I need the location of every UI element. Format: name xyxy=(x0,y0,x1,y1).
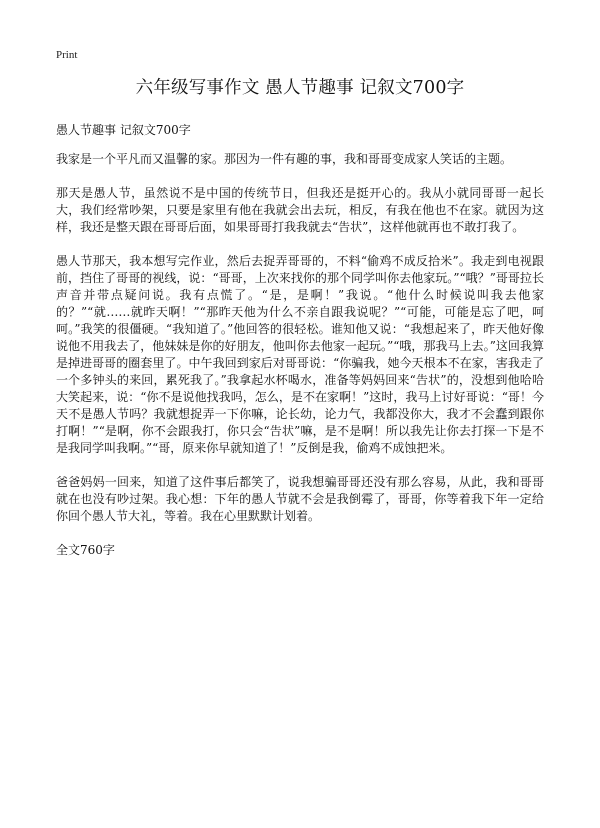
article-title: 六年级写事作文 愚人节趣事 记叙文700字 xyxy=(135,78,465,98)
word-count: 全文760字 xyxy=(56,543,115,557)
paragraph-1: 我家是一个平凡而又温馨的家。那因为一件有趣的事，我和哥哥变成家人笑话的主题。 xyxy=(56,152,513,166)
paragraph-4: 爸爸妈妈一回来，知道了这件事后都笑了，说我想骗哥哥还没有那么容易，从此，我和哥哥就在也没有吵过架。我心想：下年的愚人节就不会是我倒霉了，哥哥，你等着我下年一定给你回个愚人节大礼，等着。我在心里默默计划着。 xyxy=(56,475,544,523)
paragraph-3: 愚人节那天，我本想写完作业，然后去捉弄哥哥的，不料“偷鸡不成反拾米”。我走到电视跟前，挡住了哥哥的视线，说：“哥哥，上次来找你的那个同学叫你去他家玩。”“哦？”哥哥拉长声音并带点疑问说。我有点慌了。“是，是啊！”我说。“他什么时候说叫我去他家的？”“就……就昨天啊！”“那昨天他为什么不亲自跟我说呢？”“可能，可能是忘了吧，呵呵。”我笑的很僵硬。“我知道了。”他回答的很轻松。谁知他又说：“我想起来了，昨天他好像说他不用我去了，他妹妹是你的好朋友，他叫你去他家一起玩。”“哦，那我马上去。”这回我算是掉进哥哥的圈套里了。中午我回到家后对哥哥说：“你骗我，她今天根本不在家，害我走了一个多钟头的来回，累死我了。”我拿起水杯喝水，准备等妈妈回来“告状”的，没想到他哈哈大笑起来，说：“你不是说他找我吗，怎么，是不在家啊！”这时，我马上讨好哥说：“哥！今天不是愚人节吗？我就想捉弄一下你嘛，论长幼，论力气，我都没你大，我才不会蠢到跟你打啊！”“是啊，你不会跟我打，你只会“告状”嘛，是不是啊！所以我先让你去打探一下是不是我同学叫我啊。”“哥，原来你早就知道了！”反倒是我，偷鸡不成蚀把米。 xyxy=(56,254,544,455)
paragraph-2: 那天是愚人节，虽然说不是中国的传统节日，但我还是挺开心的。我从小就同哥哥一起长大，我们经常吵架，只要是家里有他在我就会出去玩，相反，有我在他也不在家。就因为这样，我还是整天跟在哥哥后面，如果哥哥打我我就去“告状”，这样他就再也不敢打我了。 xyxy=(56,186,544,234)
article-subtitle: 愚人节趣事 记叙文700字 xyxy=(56,123,191,137)
print-link[interactable]: Print xyxy=(56,49,78,61)
